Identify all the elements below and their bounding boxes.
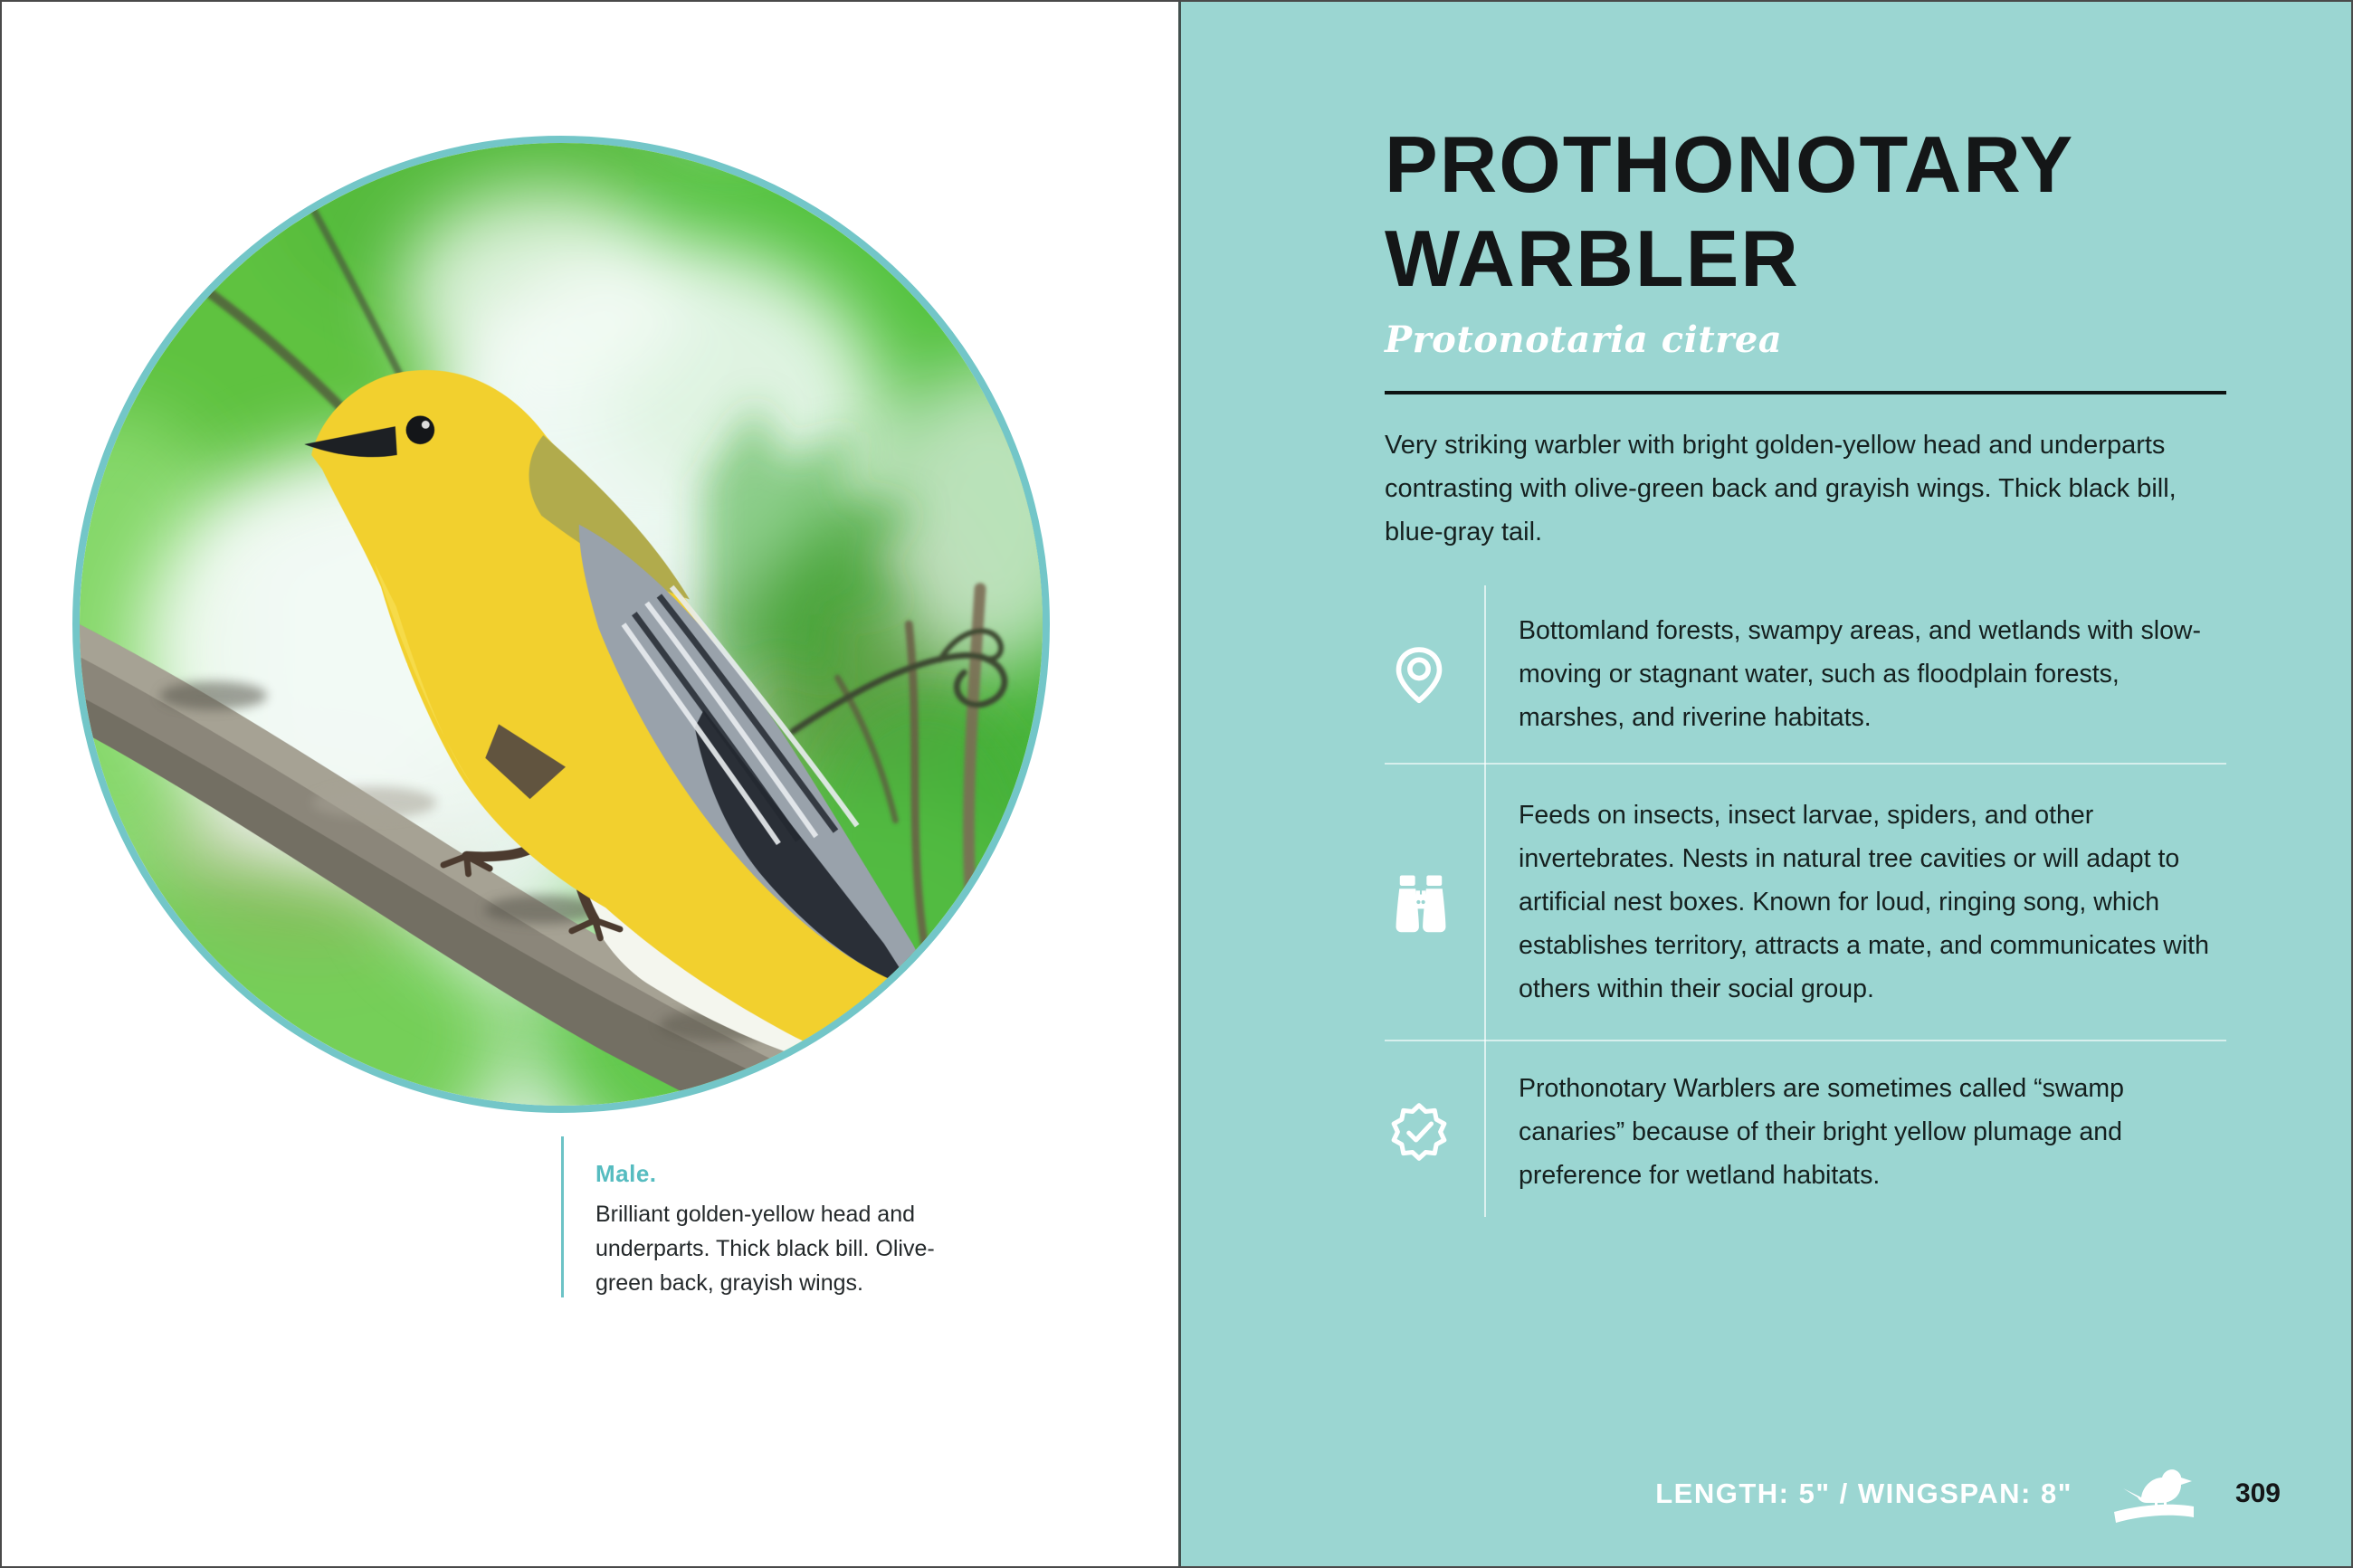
page-number: 309 xyxy=(2234,1478,2281,1508)
behavior-icon-cell xyxy=(1385,868,1486,936)
species-title-line1: PROTHONOTARY xyxy=(1385,119,2075,209)
habitat-row xyxy=(1385,585,2226,763)
warbler-photo-illustration xyxy=(80,143,1043,1106)
habitat-icon-cell xyxy=(1385,641,1486,707)
location-pin-icon xyxy=(1386,641,1452,707)
species-title-line2: WARBLER xyxy=(1385,214,1800,303)
left-page xyxy=(2,2,1178,1566)
title-rule xyxy=(1385,391,2226,394)
right-page xyxy=(1178,2,2353,1566)
fact-text: Prothonotary Warblers are sometimes called “swamp canaries” because of their bright yellow plumage and preference for wetland habitats. xyxy=(1519,1074,2124,1190)
species-title xyxy=(1385,118,2290,306)
species-description: Very striking warbler with bright golden-yellow head and underparts contrasting with olive-green back and grayish wings. Thick black bill, blue-gray tail. xyxy=(1385,431,2177,546)
photo-caption xyxy=(595,1160,957,1300)
perched-bird-icon xyxy=(2110,1461,2197,1526)
badge-check-icon xyxy=(1386,1099,1452,1164)
page-footer xyxy=(1655,1461,2281,1526)
caption-text: Brilliant golden-yellow head and underparts. Thick black bill. Olive-green back, grayish wings. xyxy=(595,1202,935,1296)
scientific-name: Protonotaria citrea xyxy=(1385,318,1783,361)
behavior-row xyxy=(1385,763,2226,1040)
caption-label: Male. xyxy=(595,1160,657,1187)
fact-icon-cell xyxy=(1385,1099,1486,1164)
fact-row xyxy=(1385,1040,2226,1217)
info-sections xyxy=(1385,585,2226,1217)
binoculars-icon xyxy=(1386,868,1455,936)
bird-photo-circle xyxy=(72,136,1050,1113)
sections-divider-line xyxy=(1484,585,1486,1217)
behavior-text: Feeds on insects, insect larvae, spiders, and other invertebrates. Nests in natural tree cavities or will adapt to artificial nest boxes. Known for loud, ringing song, which establishes territory, attracts a mate, and communicates with others within their social group. xyxy=(1519,801,2209,1003)
measurements-text: LENGTH: 5" / WINGSPAN: 8" xyxy=(1655,1478,2072,1509)
caption-rule xyxy=(561,1136,564,1297)
habitat-text: Bottomland forests, swampy areas, and wetlands with slow-moving or stagnant water, such as floodplain forests, marshes, and riverine habitats. xyxy=(1519,616,2201,732)
